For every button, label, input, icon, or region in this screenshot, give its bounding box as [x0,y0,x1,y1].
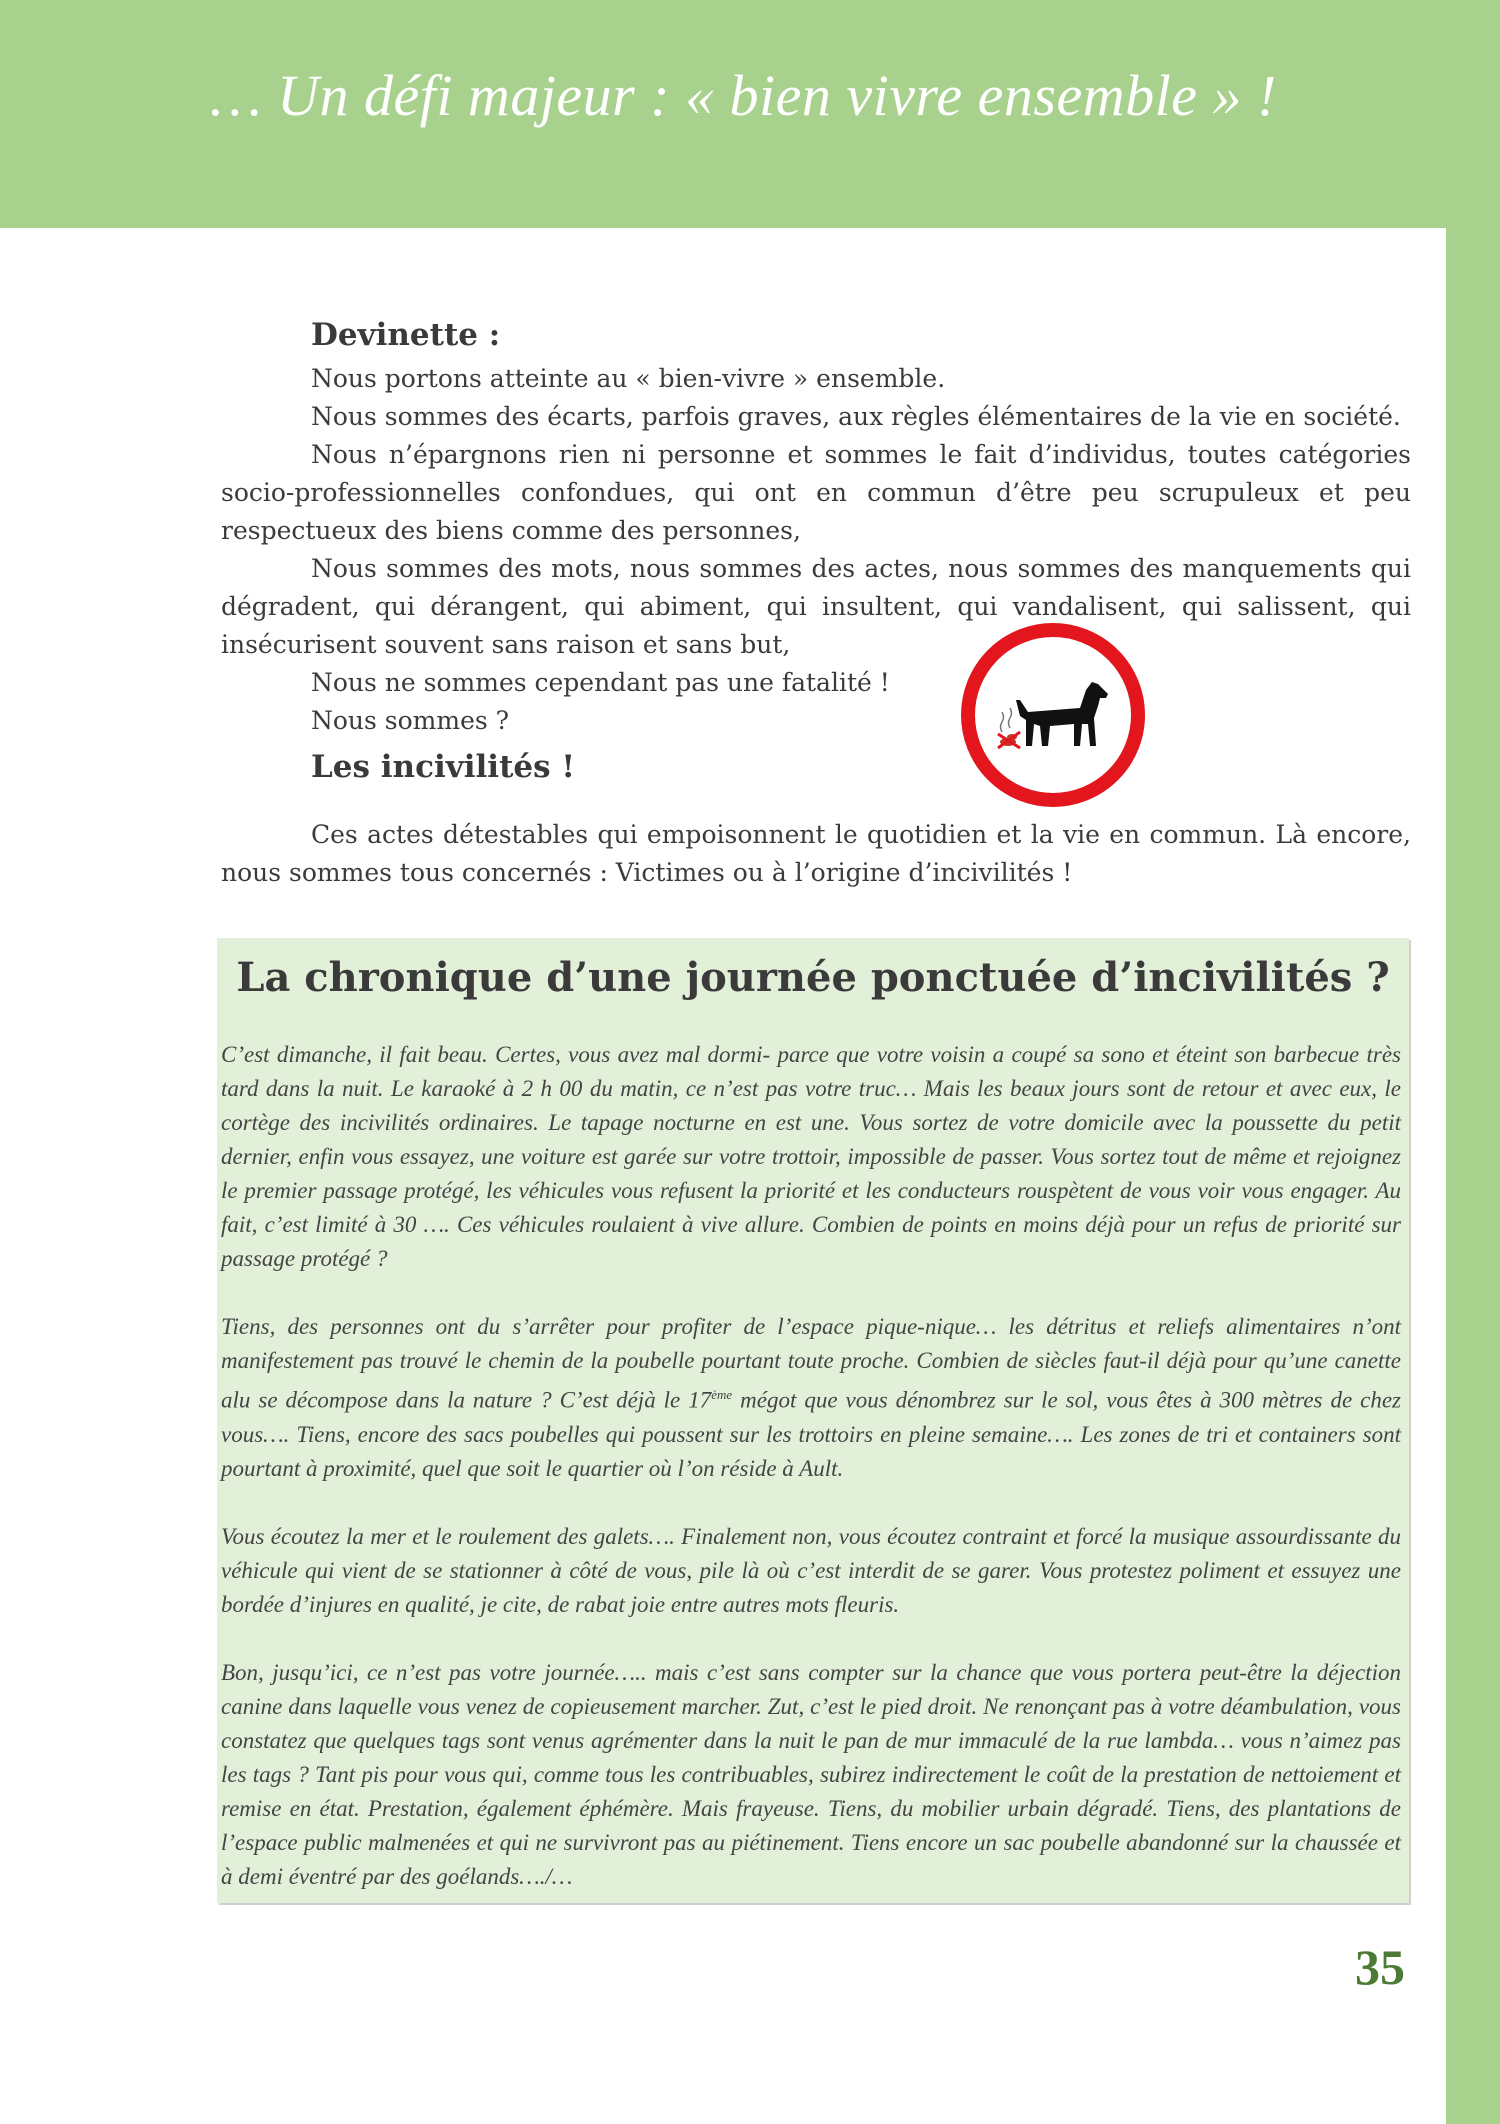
side-bar [1446,228,1500,2124]
chronicle-box [217,938,1409,1903]
chronicle-title: La chronique d’une journée ponctuée d’incivilités ? [236,954,1390,1001]
devinette-line: Nous sommes des mots, nous sommes des actes, nous sommes des manquements qui dégradent, qui dérangent, qui abiment, qui insultent, qui vandalisent, qui salissent, qui insécurisent souvent sans raison et sans but, [221,554,1411,659]
devinette-line: Nous n’épargnons rien ni personne et sommes le fait d’individus, toutes catégories socio-professionnelles confondues, qui ont en commun d’être peu scrupuleux et peu respectueux des biens comme des personnes, [221,440,1411,545]
chronicle-text: mégot que vous dénombrez sur le sol, vous êtes à 300 mètres de chez vous…. Tiens, encore des sacs poubelles qui poussent sur les trottoirs en pleine semaine…. Les zones de tri et containers sont pourtant à proximité, quel que soit le quartier où l’on réside à Ault. [221,1387,1401,1481]
chronicle-paragraph [221,1310,1401,1486]
devinette-heading: Devinette : [311,317,501,353]
chronicle-body [221,1038,1401,1928]
devinette-line: Nous sommes ? [311,706,510,735]
page-number: 35 [1355,1939,1405,1995]
chronicle-paragraph: Bon, jusqu’ici, ce n’est pas votre journée….. mais c’est sans compter sur la chance que vous portera peut-être la déjection canine dans laquelle vous venez de copieusement marcher. Zut, c’est le pied droit. Ne renonçant pas à votre déambulation, vous constatez que quelques tags sont venus agrémenter dans la nuit le pan de mur immaculé de la rue lambda… vous n’aimez pas les tags ? Tant pis pour vous qui, comme tous les contribuables, subirez indirectement le coût de la prestation de nettoiement et remise en état. Prestation, également éphémère. Mais frayeuse. Tiens, du mobilier urbain dégradé. Tiens, des plantations de l’espace public malmenées et qui ne survivront pas au piétinement. Tiens encore un sac poubelle abandonné sur la chaussée et à demi éventré par des goélands…./… [221,1659,1401,1889]
devinette-closing: Ces actes détestables qui empoisonnent le quotidien et la vie en commun. Là encore, nous sommes tous concernés : Victimes ou à l’origine d’incivilités ! [221,820,1411,887]
chronicle-text: Tiens, des personnes ont du s’arrêter pour profiter de l’espace pique-nique… les détritus et reliefs alimentaires n’ont manifestement pas trouvé le chemin de la poubelle pourtant toute proche. Combien de siècles faut-il déjà pour qu’une canette alu se décompose dans la nature ? C’est déjà le 17 [221,1314,1401,1413]
ordinal-suffix: ème [711,1387,733,1402]
chronicle-paragraph: C’est dimanche, il fait beau. Certes, vous avez mal dormi- parce que votre voisin a coupé sa sono et éteint son barbecue très tard dans la nuit. Le karaoké à 2 h 00 du matin, ce n’est pas votre truc… Mais les beaux jours sont de retour et avec eux, le cortège des incivilités ordinaires. Le tapage nocturne en est une. Vous sortez de votre domicile avec la poussette du petit dernier, enfin vous essayez, une voiture est garée sur votre trottoir, impossible de passer. Vous sortez tout de même et rejoignez le premier passage protégé, les véhicules vous refusent la priorité et les conducteurs rouspètent de vous voir vous engager. Au fait, c’est limité à 30 …. Ces véhicules roulaient à vive allure. Combien de points en moins déjà pour un refus de priorité sur passage protégé ? [221,1042,1401,1271]
devinette-line: Nous sommes des écarts, parfois graves, aux règles élémentaires de la vie en société. [311,402,1401,431]
devinette-answer: Les incivilités ! [311,749,575,785]
header-title: … Un défi majeur : « bien vivre ensemble » ! [210,63,1277,128]
devinette-line: Nous ne sommes cependant pas une fatalité ! [311,668,890,697]
page-header [0,0,1500,228]
devinette-line: Nous portons atteinte au « bien-vivre » ensemble. [311,364,946,393]
devinette-section [221,310,1411,892]
no-dog-fouling-sign-icon [958,620,1148,810]
chronicle-paragraph: Vous écoutez la mer et le roulement des galets…. Finalement non, vous écoutez contraint et forcé la musique assourdissante du véhicule qui vient de se stationner à côté de vous, pile là où c’est interdit de se garer. Vous protestez poliment et essuyez une bordée d’injures en qualité, je cite, de rabat joie entre autres mots fleuris. [221,1523,1401,1617]
